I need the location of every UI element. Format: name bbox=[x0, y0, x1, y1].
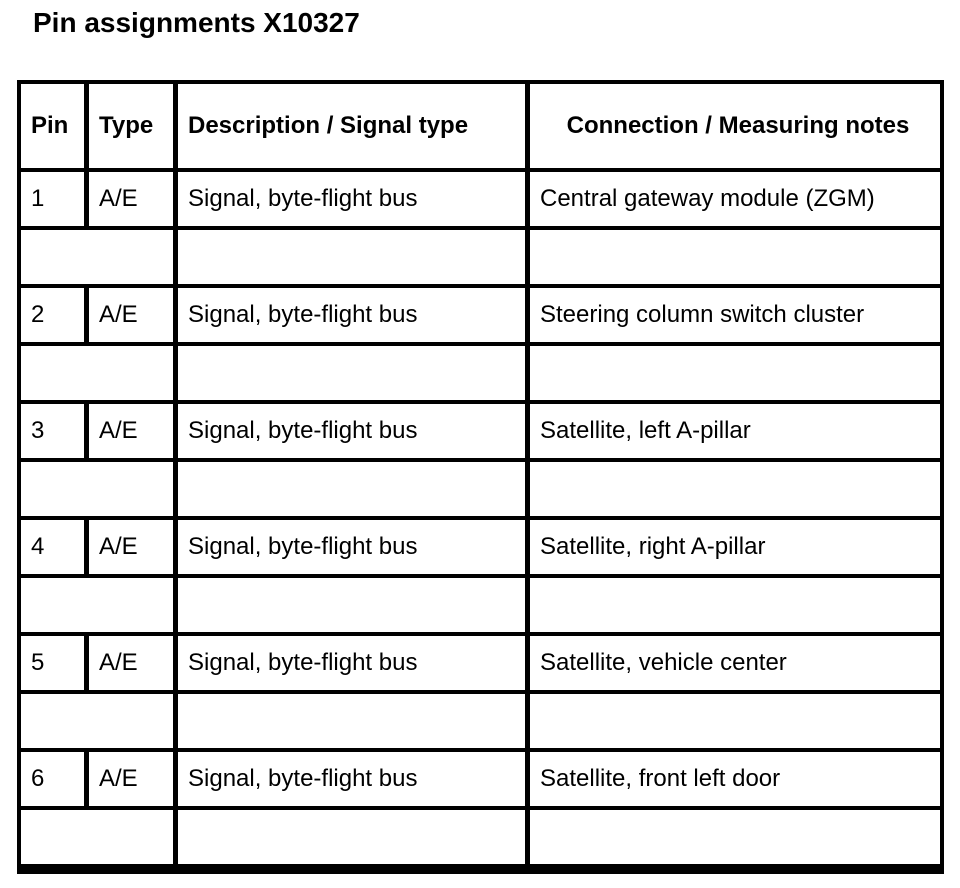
empty-row-cell bbox=[530, 810, 940, 864]
empty-row-cell bbox=[178, 694, 525, 748]
table-cell-description: Signal, byte-flight bus bbox=[178, 288, 525, 342]
empty-row-cell bbox=[178, 462, 525, 516]
table-cell-description: Signal, byte-flight bus bbox=[178, 636, 525, 690]
empty-row-cell bbox=[530, 578, 940, 632]
header-pin: Pin bbox=[21, 84, 84, 168]
table-cell-type: A/E bbox=[89, 172, 173, 226]
header-type: Type bbox=[89, 84, 173, 168]
empty-row-cell bbox=[178, 346, 525, 400]
table-cell-description: Signal, byte-flight bus bbox=[178, 752, 525, 806]
empty-row-cell bbox=[21, 462, 173, 516]
table-cell-pin: 4 bbox=[21, 520, 84, 574]
table-cell-type: A/E bbox=[89, 404, 173, 458]
page-title: Pin assignments X10327 bbox=[33, 7, 360, 38]
empty-row-cell bbox=[178, 578, 525, 632]
table-cell-connection: Central gateway module (ZGM) bbox=[530, 172, 940, 226]
empty-row-cell bbox=[530, 346, 940, 400]
empty-row-cell bbox=[530, 462, 940, 516]
table-cell-pin: 3 bbox=[21, 404, 84, 458]
empty-row-cell bbox=[21, 578, 173, 632]
table-cell-connection: Satellite, left A-pillar bbox=[530, 404, 940, 458]
empty-row-cell bbox=[21, 810, 173, 864]
table-cell-description: Signal, byte-flight bus bbox=[178, 172, 525, 226]
empty-row-cell bbox=[21, 346, 173, 400]
empty-row-cell bbox=[178, 230, 525, 284]
table-cell-connection: Satellite, front left door bbox=[530, 752, 940, 806]
pin-assignment-table bbox=[17, 80, 944, 874]
table-cell-pin: 5 bbox=[21, 636, 84, 690]
table-cell-type: A/E bbox=[89, 752, 173, 806]
table-cell-pin: 1 bbox=[21, 172, 84, 226]
table-cell-pin: 2 bbox=[21, 288, 84, 342]
empty-row-cell bbox=[21, 230, 173, 284]
table-cell-connection: Satellite, right A-pillar bbox=[530, 520, 940, 574]
empty-row-cell bbox=[530, 694, 940, 748]
table-cell-description: Signal, byte-flight bus bbox=[178, 404, 525, 458]
table-cell-type: A/E bbox=[89, 520, 173, 574]
empty-row-cell bbox=[178, 810, 525, 864]
header-connection: Connection / Measuring notes bbox=[530, 84, 940, 168]
table-cell-type: A/E bbox=[89, 636, 173, 690]
table-cell-description: Signal, byte-flight bus bbox=[178, 520, 525, 574]
table-cell-connection: Satellite, vehicle center bbox=[530, 636, 940, 690]
table-cell-connection: Steering column switch cluster bbox=[530, 288, 940, 342]
empty-row-cell bbox=[530, 230, 940, 284]
empty-row-cell bbox=[21, 694, 173, 748]
header-description: Description / Signal type bbox=[178, 84, 525, 168]
table-cell-type: A/E bbox=[89, 288, 173, 342]
table-cell-pin: 6 bbox=[21, 752, 84, 806]
